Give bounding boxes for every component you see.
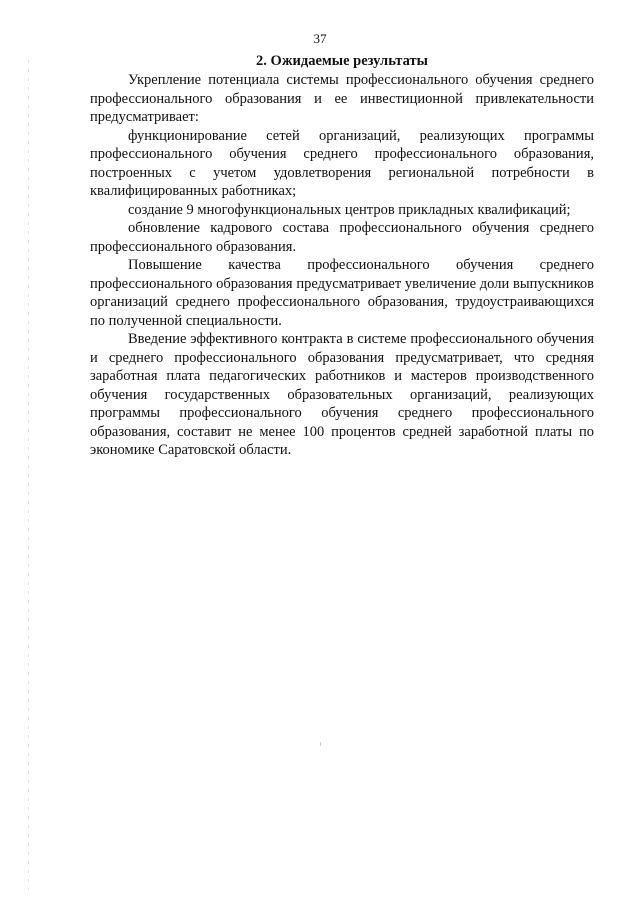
document-body [90,71,594,460]
paragraph-networks: функционирование сетей организаций, реализующих программы профессионального обучения среднего профессионального образования, построенных с учетом удовлетворения региональной потребности в квалифицированных работниках; [90,127,594,199]
scan-edge-mark [28,60,29,890]
section-heading: 2. Ожидаемые результаты [256,53,428,69]
paragraph-quality: Повышение качества профессионального обучения среднего профессионального образования предусматривает увеличение доли выпускников организаций среднего профессионального образования, трудоустраивающихся по полученной специальности. [90,257,594,329]
paragraph-intro: Укрепление потенциала системы профессионального обучения среднего профессионального образования и ее инвестиционной привлекательности предусматривает: [90,72,594,125]
paragraph-contract: Введение эффективного контракта в системе профессионального обучения и среднего профессионального образования предусматривает, что средняя заработная плата педагогических работников и мастеров производственного обучения государственных образовательных организаций, реализующих программы профессионального обучения среднего профессионального образования, составит не менее 100 процентов средней заработной платы по экономике Саратовской области. [90,331,594,458]
paragraph-centers: создание 9 многофункциональных центров прикладных квалификаций; [128,201,571,218]
page-number: 37 [313,31,327,46]
paragraph-staff: обновление кадрового состава профессионального обучения среднего профессионального образования. [90,220,594,255]
scan-speck [320,742,321,746]
